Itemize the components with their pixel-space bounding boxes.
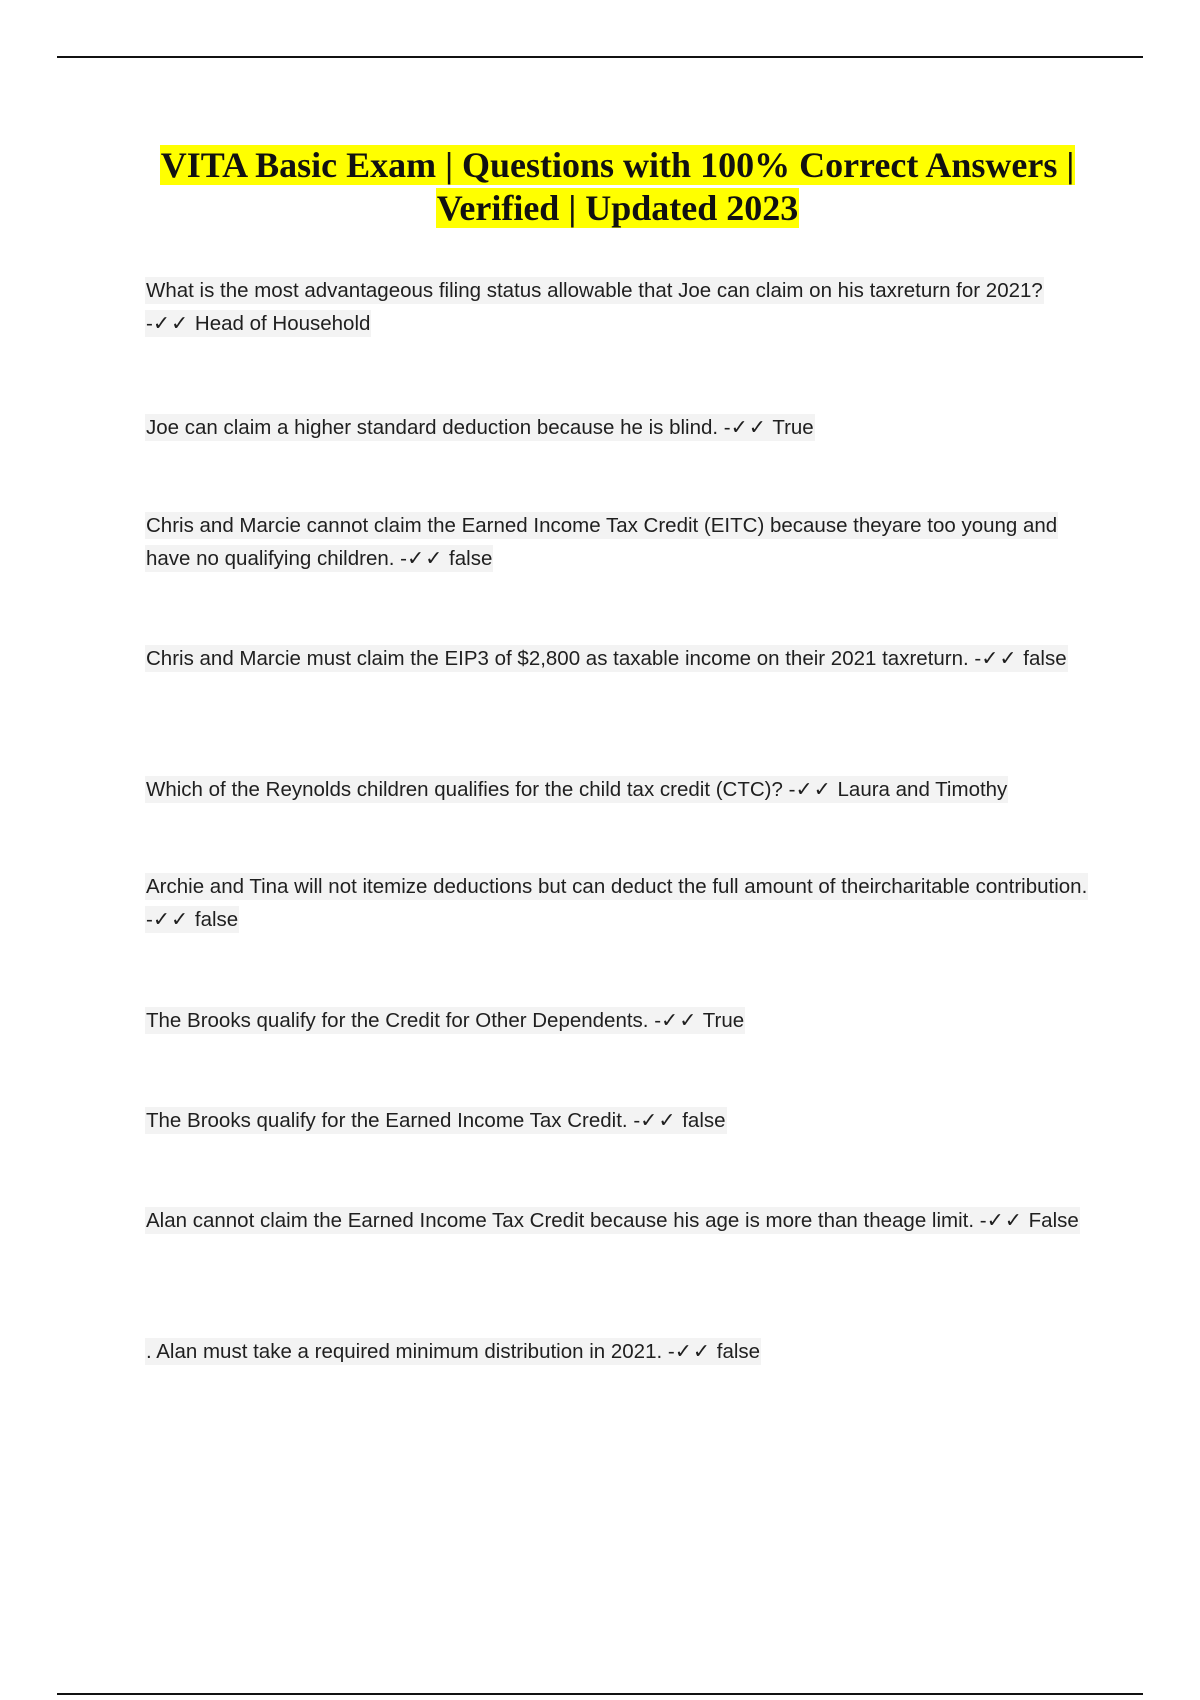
double-check-icon: ✓✓	[795, 777, 832, 801]
separator: -	[968, 647, 982, 670]
page-title	[145, 144, 1090, 230]
qa-item	[145, 773, 1090, 806]
qa-item	[145, 411, 1090, 444]
qa-item	[145, 1004, 1090, 1037]
bottom-rule	[57, 1693, 1143, 1695]
question-text: Alan cannot claim the Earned Income Tax Credit because his age is more than theage limit.	[146, 1209, 975, 1232]
answer-text: True	[702, 1009, 745, 1032]
double-check-icon: ✓✓	[986, 1208, 1023, 1232]
page-title-highlight: VITA Basic Exam | Questions with 100% Correct Answers | Verified | Updated 2023	[160, 145, 1075, 228]
double-check-icon: ✓✓	[152, 907, 190, 931]
separator: -	[782, 778, 796, 801]
question-text: Chris and Marcie cannot claim the Earned Income Tax Credit (EITC) because theyare too young and have no qualifying children.	[146, 514, 1058, 570]
qa-item	[145, 509, 1090, 575]
separator: -	[146, 908, 153, 931]
answer-text: True	[772, 416, 814, 439]
qa-item	[145, 642, 1090, 675]
separator: -	[974, 1209, 987, 1232]
question-text: Joe can claim a higher standard deduction because he is blind.	[146, 416, 719, 439]
double-check-icon: ✓✓	[730, 415, 767, 439]
answer-text: Head of Household	[194, 312, 371, 335]
answer-text: false	[682, 1109, 726, 1132]
qa-item	[145, 274, 1090, 340]
separator: -	[146, 312, 153, 335]
answer-text: false	[716, 1340, 761, 1363]
question-text: Archie and Tina will not itemize deductions but can deduct the full amount of theircharitable contribution.	[146, 875, 1088, 898]
separator: -	[648, 1009, 662, 1032]
answer-text: false	[449, 547, 493, 570]
separator: -	[718, 416, 731, 439]
separator: -	[394, 547, 407, 570]
question-text: What is the most advantageous filing status allowable that Joe can claim on his taxreturn for 2021?	[146, 279, 1043, 302]
qa-item	[145, 1335, 1090, 1368]
question-text: The Brooks qualify for the Credit for Other Dependents.	[146, 1009, 649, 1032]
top-rule	[57, 56, 1143, 58]
qa-item	[145, 870, 1090, 936]
question-text: Which of the Reynolds children qualifies for the child tax credit (CTC)?	[146, 778, 783, 801]
double-check-icon: ✓✓	[406, 546, 444, 570]
question-text: . Alan must take a required minimum distribution in 2021.	[146, 1340, 663, 1363]
double-check-icon: ✓✓	[152, 311, 190, 335]
answer-text: False	[1028, 1209, 1079, 1232]
answer-text: false	[194, 908, 239, 931]
separator: -	[662, 1340, 675, 1363]
double-check-icon: ✓✓	[981, 646, 1018, 670]
answer-text: Laura and Timothy	[837, 778, 1008, 801]
qa-item	[145, 1104, 1090, 1137]
separator: -	[627, 1109, 641, 1132]
answer-text: false	[1023, 647, 1067, 670]
question-text: Chris and Marcie must claim the EIP3 of $2,800 as taxable income on their 2021 taxreturn.	[146, 647, 969, 670]
double-check-icon: ✓✓	[661, 1008, 698, 1032]
qa-item	[145, 1204, 1090, 1237]
double-check-icon: ✓✓	[640, 1108, 677, 1132]
double-check-icon: ✓✓	[674, 1339, 712, 1363]
question-text: The Brooks qualify for the Earned Income Tax Credit.	[146, 1109, 628, 1132]
